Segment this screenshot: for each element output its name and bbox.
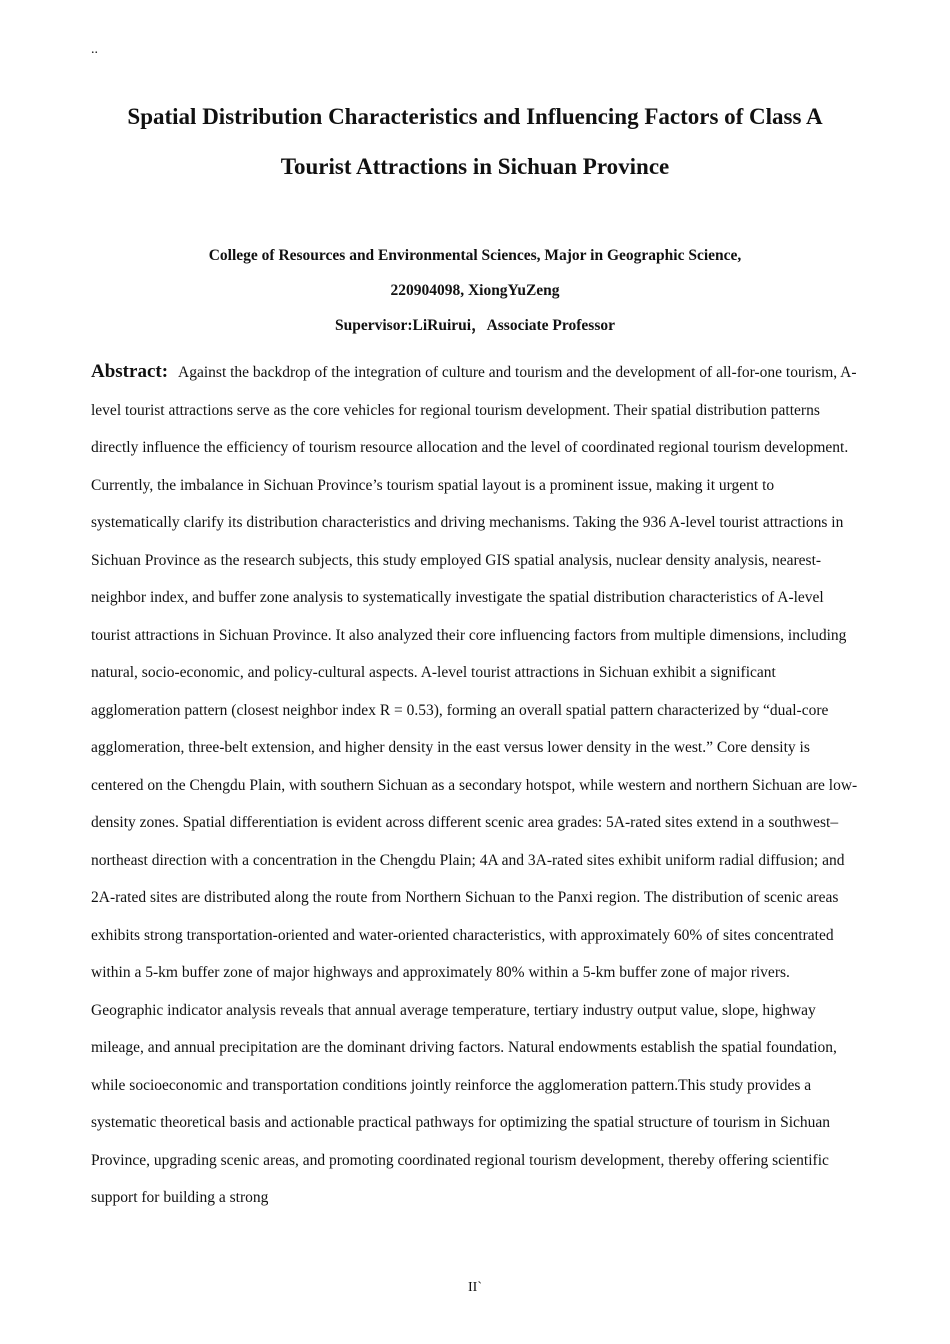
page-number: II`	[468, 1280, 482, 1295]
abstract-label: Abstract:	[91, 361, 169, 382]
header-corner-mark: ..	[91, 42, 98, 57]
abstract-paragraph	[91, 353, 859, 1217]
abstract-text: Against the backdrop of the integration of culture and tourism and the development of all-for-one tourism, A-level tourist attractions serve as the core vehicles for regional tourism development. Their spatial distribution patterns directly influence the efficiency of tourism resource allocation and the level of coordinated regional tourism development. Currently, the imbalance in Sichuan Province’s tourism spatial layout is a prominent issue, making it urgent to systematically clarify its distribution characteristics and driving mechanisms. Taking the 936 A-level tourist attractions in Sichuan Province as the research subjects, this study employed GIS spatial analysis, nuclear density analysis, nearest-neighbor index, and buffer zone analysis to systematically investigate the spatial distribution characteristics of A-level tourist attractions in Sichuan Province. It also analyzed their core influencing factors from multiple dimensions, including natural, socio-economic, and policy-cultural aspects. A-level tourist attractions in Sichuan exhibit a significant agglomeration pattern (closest neighbor index R = 0.53), forming an overall spatial pattern characterized by “dual-core agglomeration, three-belt extension, and higher density in the east versus lower density in the west.” Core density is centered on the Chengdu Plain, with southern Sichuan as a secondary hotspot, while western and northern Sichuan are low-density zones. Spatial differentiation is evident across different scenic area grades: 5A-rated sites extend in a southwest–northeast direction with a concentration in the Chengdu Plain; 4A and 3A-rated sites exhibit uniform radial diffusion; and 2A-rated sites are distributed along the route from Northern Sichuan to the Panxi region. The distribution of scenic areas exhibits strong transportation-oriented and water-oriented characteristics, with approximately 60% of sites concentrated within a 5-km buffer zone of major highways and approximately 80% within a 5-km buffer zone of major rivers. Geographic indicator analysis reveals that annual average temperature, tertiary industry output value, slope, highway mileage, and annual precipitation are the dominant driving factors. Natural endowments establish the spatial foundation, while socioeconomic and transportation conditions jointly reinforce the agglomeration pattern.This study provides a systematic theoretical basis and actionable practical pathways for optimizing the spatial structure of tourism in Sichuan Province, upgrading scenic areas, and promoting coordinated regional tourism development, thereby offering scientific support for building a strong	[91, 364, 858, 1206]
author-id-name: 220904098, XiongYuZeng	[390, 282, 560, 299]
page-title: Spatial Distribution Characteristics and Influencing Factors of Class A Tourist Attractions in Sichuan Province	[127, 104, 823, 179]
author-supervisor: Supervisor:LiRuirui，Associate Professor	[335, 317, 615, 334]
author-affiliation: College of Resources and Environmental Sciences, Major in Geographic Science,	[208, 247, 742, 264]
author-block	[95, 238, 855, 343]
